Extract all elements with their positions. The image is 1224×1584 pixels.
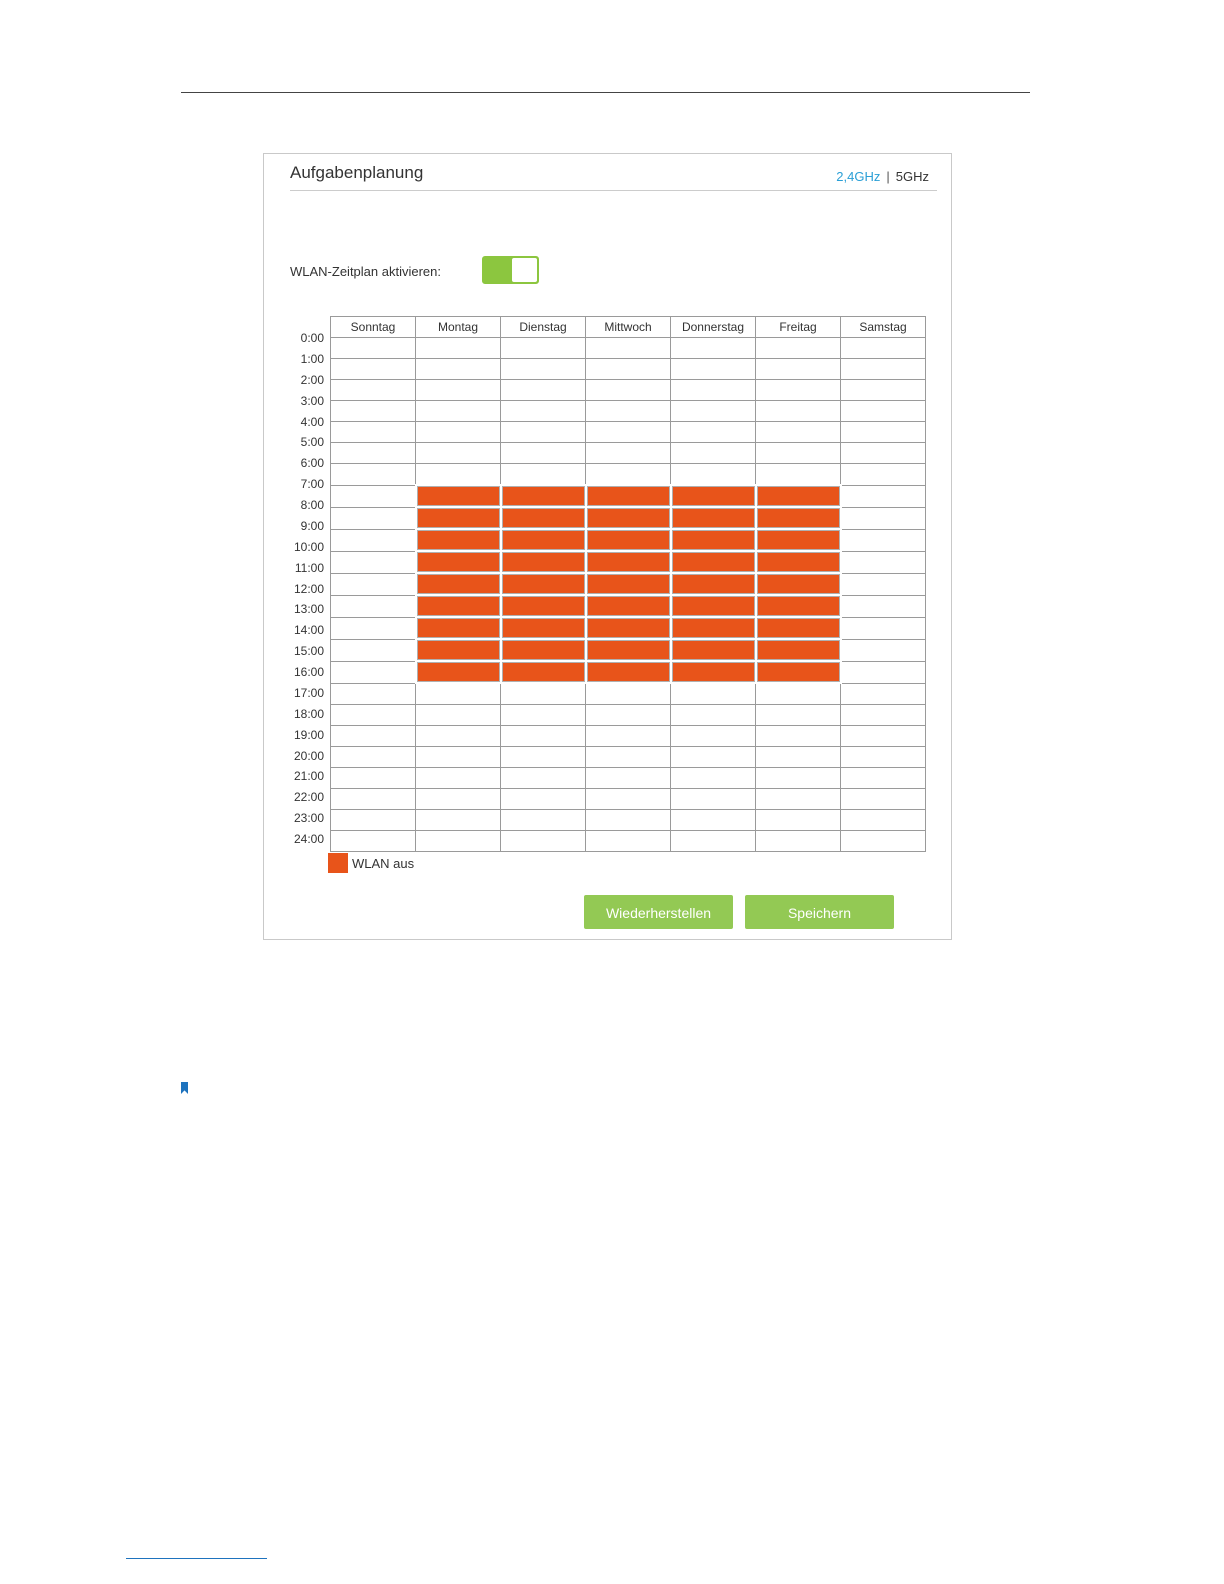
schedule-cell-wlan-off[interactable] [756,507,841,529]
schedule-cell[interactable] [416,380,501,401]
schedule-cell-wlan-off[interactable] [756,551,841,573]
schedule-row [331,380,926,401]
schedule-cell-wlan-off[interactable] [671,529,756,551]
band-tab-5ghz[interactable]: 5GHz [895,169,929,184]
schedule-cell[interactable] [841,443,926,464]
time-label: 22:00 [293,790,324,805]
enable-schedule-toggle[interactable] [482,256,539,284]
time-label: 17:00 [293,685,324,700]
schedule-cell-wlan-off[interactable] [671,617,756,639]
schedule-cell[interactable] [586,443,671,464]
schedule-cell-wlan-off[interactable] [586,485,671,507]
time-label: 23:00 [293,811,324,826]
schedule-row [331,617,926,639]
schedule-cell[interactable] [586,359,671,380]
schedule-cell[interactable] [841,338,926,359]
schedule-cell[interactable] [756,789,841,810]
schedule-cell[interactable] [841,639,926,661]
schedule-cell[interactable] [586,747,671,768]
time-label: 11:00 [294,560,324,575]
schedule-cell[interactable] [501,810,586,831]
schedule-cell[interactable] [331,639,416,661]
schedule-cell-wlan-off[interactable] [416,485,501,507]
schedule-cell[interactable] [671,443,756,464]
schedule-cell[interactable] [331,617,416,639]
schedule-cell[interactable] [501,683,586,705]
schedule-cell[interactable] [331,768,416,789]
schedule-cell[interactable] [841,380,926,401]
schedule-cell[interactable] [841,464,926,486]
schedule-cell[interactable] [331,380,416,401]
time-label: 21:00 [293,769,324,784]
schedule-cell-wlan-off[interactable] [501,639,586,661]
day-header-row [331,317,926,338]
schedule-cell[interactable] [331,810,416,831]
schedule-cell[interactable] [501,705,586,726]
schedule-cell[interactable] [671,380,756,401]
schedule-cell[interactable] [501,401,586,422]
schedule-cell[interactable] [416,422,501,443]
time-label: 7:00 [300,477,324,492]
schedule-cell[interactable] [756,443,841,464]
schedule-cell-wlan-off[interactable] [671,639,756,661]
schedule-cell-wlan-off[interactable] [586,639,671,661]
schedule-cell[interactable] [671,464,756,486]
schedule-cell-wlan-off[interactable] [416,661,501,683]
schedule-cell[interactable] [756,726,841,747]
schedule-cell[interactable] [586,380,671,401]
day-header: Freitag [756,317,841,338]
day-header: Samstag [841,317,926,338]
schedule-cell[interactable] [671,422,756,443]
schedule-cell-wlan-off[interactable] [416,573,501,595]
schedule-cell-wlan-off[interactable] [756,617,841,639]
schedule-cell[interactable] [501,359,586,380]
schedule-row [331,359,926,380]
schedule-grid-body [331,338,926,852]
schedule-cell[interactable] [586,831,671,852]
schedule-cell[interactable] [331,507,416,529]
time-label: 14:00 [293,623,324,638]
schedule-row [331,683,926,705]
schedule-cell-wlan-off[interactable] [501,573,586,595]
schedule-cell[interactable] [671,726,756,747]
schedule-cell-wlan-off[interactable] [756,639,841,661]
toggle-knob [512,258,537,282]
schedule-cell[interactable] [586,683,671,705]
schedule-row [331,551,926,573]
schedule-row [331,485,926,507]
schedule-cell-wlan-off[interactable] [671,551,756,573]
save-button[interactable]: Speichern [745,895,894,929]
time-label: 2:00 [300,372,324,387]
schedule-cell[interactable] [841,401,926,422]
schedule-cell[interactable] [586,705,671,726]
band-switch [836,169,929,184]
schedule-cell[interactable] [756,810,841,831]
time-label: 16:00 [293,665,324,679]
schedule-cell[interactable] [331,485,416,507]
schedule-cell[interactable] [586,726,671,747]
schedule-row [331,747,926,768]
time-label: 18:00 [293,706,324,721]
schedule-cell[interactable] [586,422,671,443]
legend-label: WLAN aus [352,856,415,871]
schedule-cell[interactable] [416,401,501,422]
time-label: 12:00 [293,581,324,596]
schedule-cell[interactable] [671,705,756,726]
schedule-cell[interactable] [416,768,501,789]
enable-schedule-label: WLAN-Zeitplan aktivieren: [290,264,441,279]
schedule-row [331,529,926,551]
schedule-cell[interactable] [671,768,756,789]
schedule-cell[interactable] [331,683,416,705]
schedule-cell[interactable] [501,831,586,852]
schedule-cell[interactable] [586,338,671,359]
schedule-cell[interactable] [671,789,756,810]
schedule-cell-wlan-off[interactable] [501,551,586,573]
schedule-cell-wlan-off[interactable] [586,661,671,683]
time-label: 13:00 [293,602,324,617]
schedule-cell[interactable] [841,831,926,852]
day-header: Montag [416,317,501,338]
schedule-cell[interactable] [501,422,586,443]
schedule-cell-wlan-off[interactable] [756,661,841,683]
schedule-cell[interactable] [416,747,501,768]
schedule-cell[interactable] [416,338,501,359]
schedule-cell[interactable] [331,401,416,422]
schedule-cell[interactable] [331,551,416,573]
schedule-cell-wlan-off[interactable] [501,617,586,639]
schedule-cell-wlan-off[interactable] [756,595,841,617]
time-label: 19:00 [293,727,324,742]
schedule-row [331,573,926,595]
schedule-cell[interactable] [416,726,501,747]
schedule-cell[interactable] [841,422,926,443]
schedule-cell[interactable] [416,464,501,486]
time-label: 4:00 [300,414,324,429]
schedule-cell[interactable] [501,380,586,401]
schedule-cell[interactable] [331,747,416,768]
schedule-row [331,595,926,617]
schedule-cell[interactable] [331,573,416,595]
schedule-cell[interactable] [756,768,841,789]
schedule-cell-wlan-off[interactable] [501,507,586,529]
schedule-cell[interactable] [756,705,841,726]
schedule-cell[interactable] [501,443,586,464]
schedule-cell[interactable] [841,485,926,507]
schedule-cell-wlan-off[interactable] [586,529,671,551]
schedule-cell[interactable] [331,789,416,810]
schedule-cell-wlan-off[interactable] [756,573,841,595]
schedule-cell[interactable] [416,810,501,831]
schedule-cell[interactable] [331,359,416,380]
time-label: 20:00 [293,748,324,763]
schedule-cell-wlan-off[interactable] [586,573,671,595]
schedule-cell[interactable] [841,789,926,810]
schedule-cell[interactable] [416,683,501,705]
schedule-cell[interactable] [586,401,671,422]
band-tab-2-4ghz[interactable]: 2,4GHz [836,169,881,184]
schedule-cell[interactable] [671,683,756,705]
schedule-cell-wlan-off[interactable] [671,507,756,529]
schedule-cell[interactable] [841,359,926,380]
schedule-cell[interactable] [501,768,586,789]
schedule-cell[interactable] [756,338,841,359]
schedule-row [331,661,926,683]
schedule-cell-wlan-off[interactable] [756,485,841,507]
schedule-grid [330,316,926,852]
schedule-row [331,810,926,831]
schedule-cell[interactable] [416,705,501,726]
day-header: Dienstag [501,317,586,338]
schedule-cell[interactable] [416,443,501,464]
schedule-cell[interactable] [331,443,416,464]
schedule-cell-wlan-off[interactable] [586,617,671,639]
schedule-cell[interactable] [331,831,416,852]
time-label: 0:00 [300,331,324,345]
schedule-cell-wlan-off[interactable] [671,595,756,617]
schedule-row [331,768,926,789]
schedule-row [331,338,926,359]
footnote-rule [126,1558,267,1559]
schedule-cell[interactable] [671,401,756,422]
schedule-cell-wlan-off[interactable] [416,595,501,617]
time-label: 6:00 [300,456,324,471]
time-label: 5:00 [300,435,324,450]
schedule-cell[interactable] [416,831,501,852]
time-label: 8:00 [300,498,324,512]
title-divider [290,190,937,191]
schedule-cell[interactable] [586,789,671,810]
schedule-cell[interactable] [501,464,586,486]
schedule-cell[interactable] [331,595,416,617]
legend-swatch-wlan-off [328,853,348,873]
schedule-cell[interactable] [841,768,926,789]
day-header: Mittwoch [586,317,671,338]
schedule-cell-wlan-off[interactable] [416,507,501,529]
schedule-cell[interactable] [671,831,756,852]
schedule-row [331,789,926,810]
time-label: 1:00 [300,351,324,366]
schedule-cell[interactable] [756,747,841,768]
schedule-cell[interactable] [331,661,416,683]
time-label: 9:00 [300,518,324,533]
schedule-cell[interactable] [501,338,586,359]
schedule-cell[interactable] [586,464,671,486]
schedule-cell[interactable] [841,595,926,617]
schedule-row [331,464,926,486]
schedule-row [331,705,926,726]
schedule-cell[interactable] [331,338,416,359]
schedule-row [331,443,926,464]
schedule-cell-wlan-off[interactable] [501,485,586,507]
schedule-cell[interactable] [501,726,586,747]
schedule-cell-wlan-off[interactable] [416,639,501,661]
page-header-rule [181,92,1030,93]
time-label: 3:00 [300,393,324,408]
schedule-cell-wlan-off[interactable] [501,595,586,617]
schedule-cell[interactable] [841,551,926,573]
schedule-cell-wlan-off[interactable] [586,551,671,573]
restore-button[interactable]: Wiederherstellen [584,895,733,929]
schedule-cell-wlan-off[interactable] [586,507,671,529]
schedule-cell-wlan-off[interactable] [586,595,671,617]
schedule-cell[interactable] [416,789,501,810]
schedule-cell-wlan-off[interactable] [671,485,756,507]
schedule-cell[interactable] [671,810,756,831]
schedule-cell[interactable] [331,422,416,443]
schedule-cell[interactable] [841,705,926,726]
schedule-cell[interactable] [756,359,841,380]
schedule-cell[interactable] [756,380,841,401]
schedule-cell-wlan-off[interactable] [501,661,586,683]
schedule-row [331,422,926,443]
schedule-cell[interactable] [756,422,841,443]
time-label: 15:00 [293,644,324,659]
schedule-cell[interactable] [501,789,586,810]
schedule-cell[interactable] [756,464,841,486]
schedule-cell[interactable] [501,747,586,768]
schedule-cell[interactable] [671,747,756,768]
schedule-cell-wlan-off[interactable] [416,529,501,551]
schedule-row [331,401,926,422]
day-header: Donnerstag [671,317,756,338]
schedule-cell[interactable] [416,359,501,380]
schedule-cell[interactable] [841,529,926,551]
schedule-cell[interactable] [841,573,926,595]
day-header: Sonntag [331,317,416,338]
schedule-cell[interactable] [331,705,416,726]
schedule-cell[interactable] [841,661,926,683]
schedule-cell[interactable] [756,831,841,852]
schedule-cell[interactable] [841,747,926,768]
schedule-cell-wlan-off[interactable] [501,529,586,551]
schedule-cell[interactable] [841,617,926,639]
schedule-cell[interactable] [756,401,841,422]
panel-title: Aufgabenplanung [290,163,424,182]
schedule-cell[interactable] [331,726,416,747]
schedule-cell[interactable] [671,338,756,359]
schedule-cell-wlan-off[interactable] [671,661,756,683]
time-label: 10:00 [293,539,324,554]
schedule-row [331,639,926,661]
schedule-cell[interactable] [586,768,671,789]
schedule-cell-wlan-off[interactable] [671,573,756,595]
schedule-cell[interactable] [841,810,926,831]
schedule-cell[interactable] [331,464,416,486]
schedule-cell[interactable] [841,683,926,705]
schedule-cell[interactable] [841,507,926,529]
schedule-cell-wlan-off[interactable] [756,529,841,551]
band-separator: | [886,169,890,184]
schedule-row [331,507,926,529]
schedule-cell-wlan-off[interactable] [416,617,501,639]
schedule-row [331,726,926,747]
schedule-cell[interactable] [756,683,841,705]
schedule-cell[interactable] [331,529,416,551]
schedule-cell-wlan-off[interactable] [416,551,501,573]
schedule-cell[interactable] [586,810,671,831]
schedule-cell[interactable] [841,726,926,747]
schedule-cell[interactable] [671,359,756,380]
schedule-row [331,831,926,852]
bookmark-icon [181,1082,188,1094]
time-label: 24:00 [293,832,324,846]
